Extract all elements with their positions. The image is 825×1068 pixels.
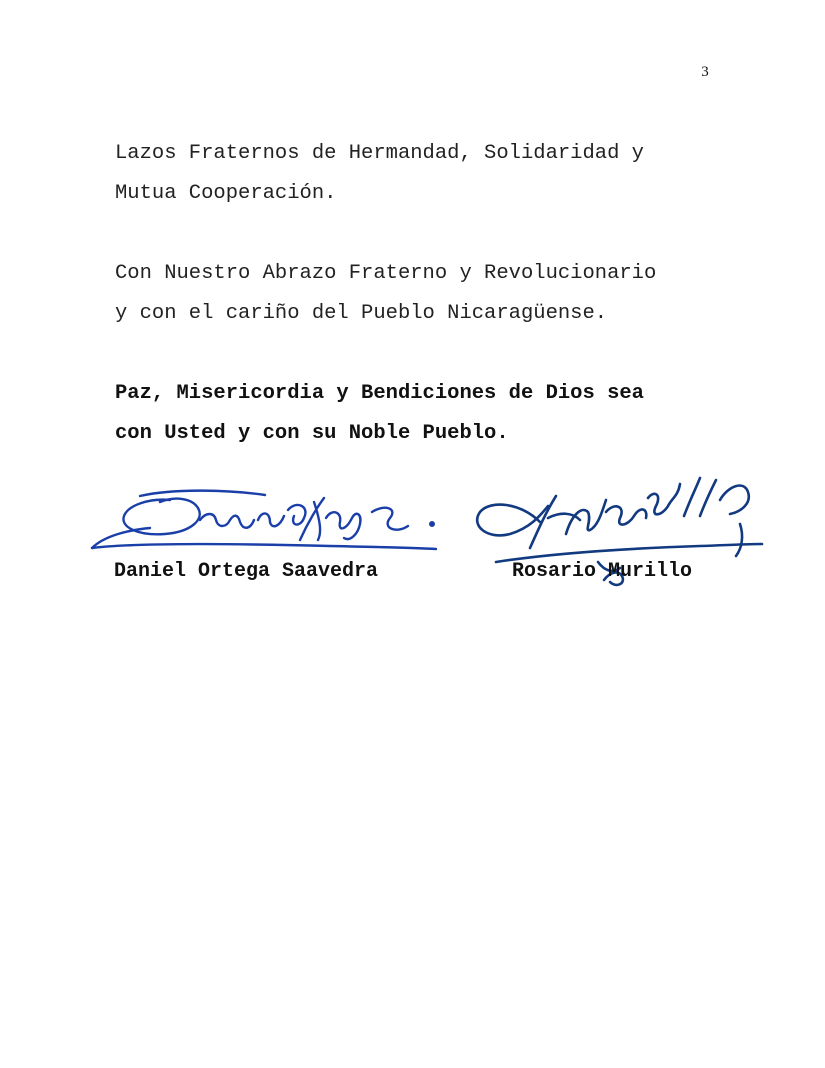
paragraph-line: Lazos Fraternos de Hermandad, Solidaridad y [115,142,644,165]
signer-name-left: Daniel Ortega Saavedra [114,560,379,583]
signer-name-right: Rosario Murillo [512,560,693,583]
paragraph-line: Mutua Cooperación. [115,182,337,205]
paragraph-line: Con Nuestro Abrazo Fraterno y Revolucionario [115,262,657,285]
paragraph-line: y con el cariño del Pueblo Nicaragüense. [115,302,608,325]
closing-line: Paz, Misericordia y Bendiciones de Dios sea [115,382,644,405]
page-number: 3 [701,64,709,80]
closing-line: con Usted y con su Noble Pueblo. [115,422,509,445]
signature-left [92,491,436,549]
